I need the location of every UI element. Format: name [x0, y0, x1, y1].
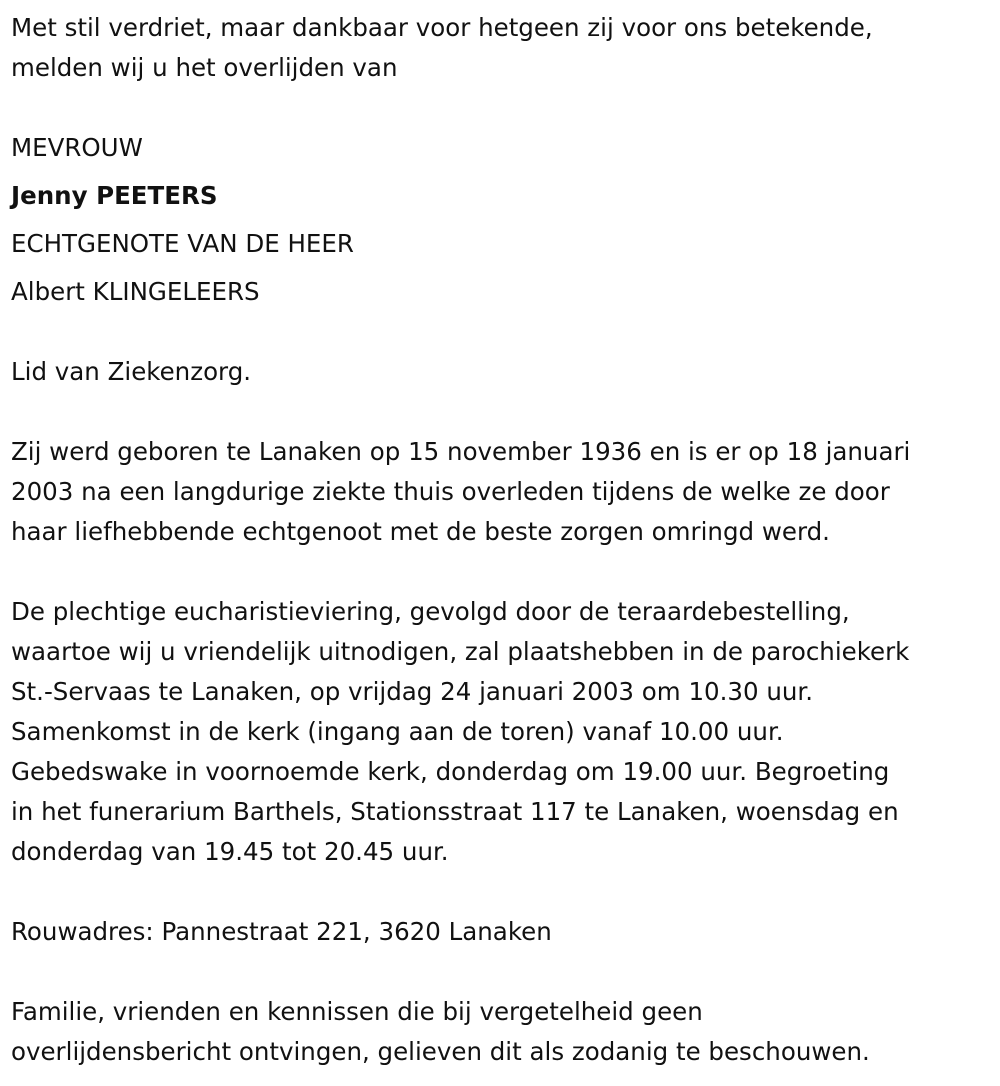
- closing-line: overlijdensbericht ontvingen, gelieven dit als zodanig te beschouwen.: [11, 1037, 870, 1066]
- biography-paragraph: [11, 432, 1000, 552]
- intro-line: melden wij u het overlijden van: [11, 53, 398, 82]
- paragraph-spacer: [11, 392, 1000, 432]
- closing-paragraph: [11, 992, 1000, 1072]
- biography-line: haar liefhebbende echtgenoot met de beste zorgen omringd werd.: [11, 517, 830, 546]
- relation-line: ECHTGENOTE VAN DE HEER: [11, 229, 354, 258]
- ceremony-paragraph: [11, 592, 1000, 872]
- intro-line: Met stil verdriet, maar dankbaar voor hetgeen zij voor ons betekende,: [11, 13, 873, 42]
- honorific-title: MEVROUW: [11, 133, 143, 162]
- membership-line: Lid van Ziekenzorg.: [11, 357, 252, 386]
- closing-line: Familie, vrienden en kennissen die bij vergetelheid geen: [11, 997, 703, 1026]
- intro-paragraph: [11, 8, 1000, 88]
- biography-line: 2003 na een langdurige ziekte thuis overleden tijdens de welke ze door: [11, 477, 890, 506]
- spouse-name: Albert KLINGELEERS: [11, 277, 260, 306]
- paragraph-spacer: [11, 952, 1000, 992]
- ceremony-line: De plechtige eucharistieviering, gevolgd door de teraardebestelling,: [11, 597, 850, 626]
- paragraph-spacer: [11, 872, 1000, 912]
- ceremony-line: Gebedswake in voornoemde kerk, donderdag om 19.00 uur. Begroeting: [11, 757, 890, 786]
- ceremony-line: waartoe wij u vriendelijk uitnodigen, zal plaatshebben in de parochiekerk: [11, 637, 910, 666]
- biography-line: Zij werd geboren te Lanaken op 15 november 1936 en is er op 18 januari: [11, 437, 911, 466]
- paragraph-spacer: [11, 552, 1000, 592]
- ceremony-line: Samenkomst in de kerk (ingang aan de toren) vanaf 10.00 uur.: [11, 717, 784, 746]
- paragraph-spacer: [11, 88, 1000, 128]
- deceased-name: Jenny PEETERS: [11, 181, 218, 210]
- paragraph-spacer: [11, 312, 1000, 352]
- deceased-block: [11, 124, 1000, 316]
- ceremony-line: in het funerarium Barthels, Stationsstraat 117 te Lanaken, woensdag en: [11, 797, 899, 826]
- ceremony-line: St.-Servaas te Lanaken, op vrijdag 24 januari 2003 om 10.30 uur.: [11, 677, 814, 706]
- mourning-address: Rouwadres: Pannestraat 221, 3620 Lanaken: [11, 917, 552, 946]
- ceremony-line: donderdag van 19.45 tot 20.45 uur.: [11, 837, 449, 866]
